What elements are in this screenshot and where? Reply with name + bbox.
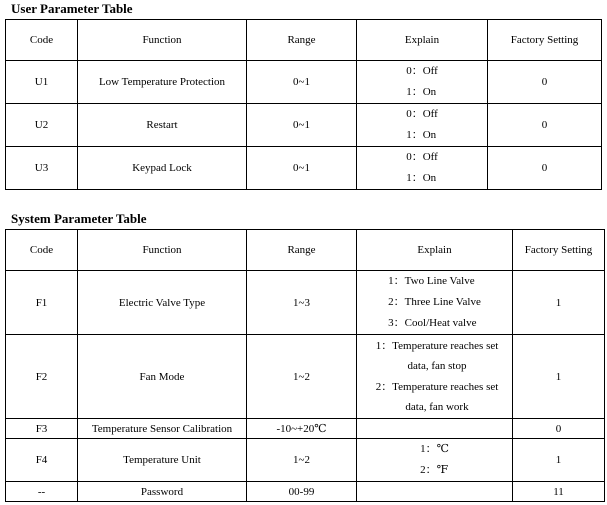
table-header-row: [6, 20, 602, 61]
range-cell: 1~2: [247, 335, 357, 419]
explain-line: 1：℃: [420, 443, 449, 455]
user-table-title: User Parameter Table: [11, 1, 133, 16]
explain-cell: [357, 271, 513, 335]
explain-line: 1：On: [406, 129, 437, 141]
factory-cell: 0: [513, 419, 605, 439]
explain-line: 0：Off: [406, 108, 438, 120]
function-cell: Electric Valve Type: [78, 271, 247, 335]
table-row: [6, 335, 605, 419]
header-factory-setting: Factory Setting: [513, 230, 605, 271]
header-range: Range: [247, 230, 357, 271]
range-cell: 1~2: [247, 439, 357, 482]
factory-cell: 1: [513, 439, 605, 482]
explain-cell: [357, 104, 488, 147]
header-function: Function: [78, 20, 247, 61]
function-cell: Password: [78, 482, 247, 502]
range-cell: 0~1: [247, 104, 357, 147]
table-row: [6, 439, 605, 482]
function-cell: Temperature Unit: [78, 439, 247, 482]
explain-line: data, fan work: [405, 401, 469, 413]
explain-cell: [357, 61, 488, 104]
explain-cell: [357, 147, 488, 190]
range-cell: 1~3: [247, 271, 357, 335]
system-table-title: System Parameter Table: [11, 211, 147, 226]
range-cell: 0~1: [247, 147, 357, 190]
explain-cell: [357, 439, 513, 482]
explain-cell: [357, 335, 513, 419]
table-row: [6, 104, 602, 147]
header-explain: Explain: [357, 230, 513, 271]
explain-line: data, fan stop: [407, 360, 467, 372]
table-row: [6, 147, 602, 190]
code-cell: U3: [6, 147, 78, 190]
explain-line: 1：Two Line Valve: [388, 275, 475, 287]
explain-line: 3：Cool/Heat valve: [388, 317, 477, 329]
function-cell: Restart: [78, 104, 247, 147]
explain-line: 1：On: [406, 86, 437, 98]
code-cell: F3: [6, 419, 78, 439]
header-factory-setting: Factory Setting: [488, 20, 602, 61]
factory-cell: 1: [513, 335, 605, 419]
explain-line: 1：Temperature reaches set: [375, 339, 499, 352]
factory-cell: 0: [488, 147, 602, 190]
function-cell: Keypad Lock: [78, 147, 247, 190]
code-cell: F2: [6, 335, 78, 419]
explain-line: 2：℉: [420, 464, 449, 476]
explain-line: 2：Temperature reaches set: [375, 380, 499, 393]
system-parameter-table: [5, 229, 605, 502]
explain-line: 0：Off: [406, 151, 438, 163]
explain-cell: [357, 419, 513, 439]
explain-cell: [357, 482, 513, 502]
table-row: [6, 61, 602, 104]
explain-line: 2：Three Line Valve: [388, 296, 481, 308]
table-row: [6, 271, 605, 335]
code-cell: U2: [6, 104, 78, 147]
header-code: Code: [6, 20, 78, 61]
table-row: [6, 419, 605, 439]
code-cell: F1: [6, 271, 78, 335]
code-cell: --: [6, 482, 78, 502]
range-cell: -10~+20℃: [247, 419, 357, 439]
table-row: [6, 482, 605, 502]
header-range: Range: [247, 20, 357, 61]
header-explain: Explain: [357, 20, 488, 61]
factory-cell: 0: [488, 61, 602, 104]
function-cell: Fan Mode: [78, 335, 247, 419]
function-cell: Low Temperature Protection: [78, 61, 247, 104]
range-cell: 0~1: [247, 61, 357, 104]
range-cell: 00-99: [247, 482, 357, 502]
code-cell: U1: [6, 61, 78, 104]
header-code: Code: [6, 230, 78, 271]
explain-line: 0：Off: [406, 65, 438, 77]
factory-cell: 1: [513, 271, 605, 335]
user-parameter-table: [5, 19, 602, 190]
explain-line: 1：On: [406, 172, 437, 184]
code-cell: F4: [6, 439, 78, 482]
table-header-row: [6, 230, 605, 271]
factory-cell: 0: [488, 104, 602, 147]
header-function: Function: [78, 230, 247, 271]
factory-cell: 11: [513, 482, 605, 502]
function-cell: Temperature Sensor Calibration: [78, 419, 247, 439]
